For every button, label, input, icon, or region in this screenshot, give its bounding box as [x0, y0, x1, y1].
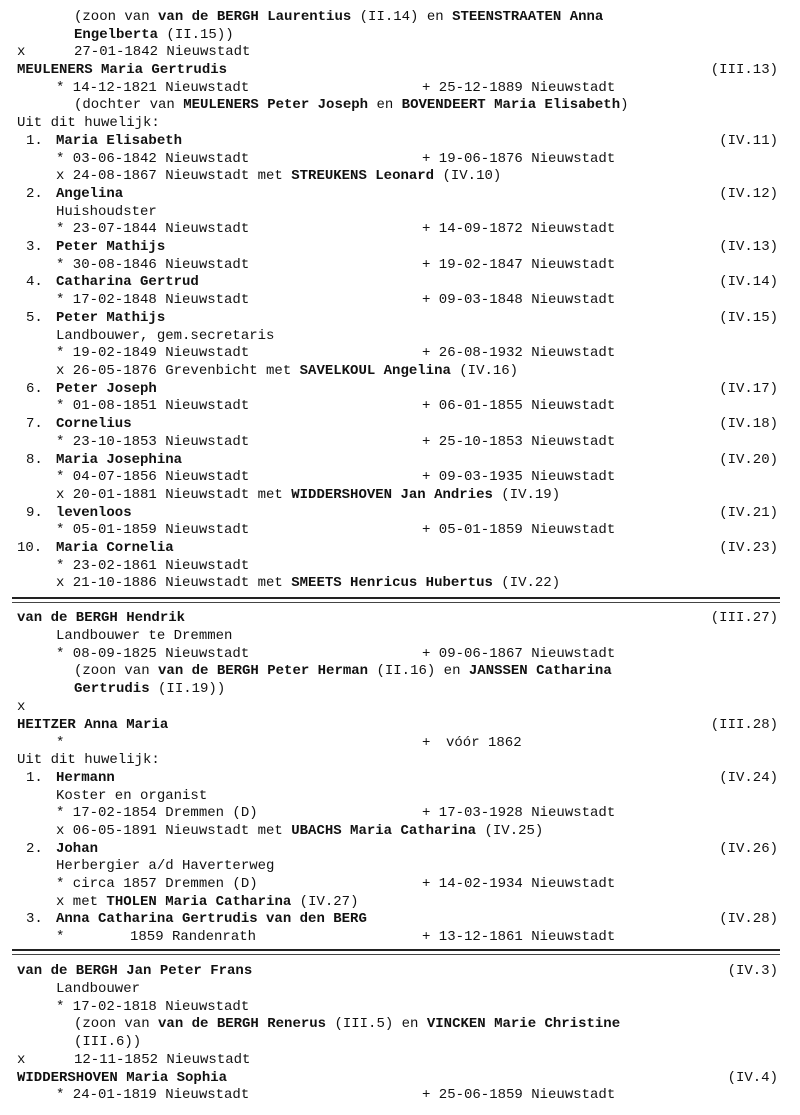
child-marriage — [0, 167, 800, 185]
birth: * 01-08-1851 Nieuwstadt — [56, 398, 250, 414]
birth: * 17-02-1818 Nieuwstadt — [56, 999, 250, 1015]
husband-parents-line — [0, 1015, 800, 1033]
death: + 26-08-1932 Nieuwstadt — [422, 345, 616, 361]
child-ref: (IV.20) — [719, 452, 778, 468]
husband-vitals — [0, 998, 800, 1016]
birth: * 17-02-1848 Nieuwstadt — [56, 292, 250, 308]
child-name: Peter Joseph — [56, 381, 157, 397]
wife-line — [0, 1069, 800, 1087]
birth: * 23-07-1844 Nieuwstadt — [56, 221, 250, 237]
birth: * 23-10-1853 Nieuwstadt — [56, 434, 250, 450]
child-vitals — [0, 256, 800, 274]
child-occupation — [0, 857, 800, 875]
text: (IV.25) — [476, 823, 544, 839]
text: (zoon van — [74, 1016, 159, 1032]
occupation: Koster en organist — [56, 788, 208, 804]
husband-parents-line-cont — [0, 680, 800, 698]
spouse-name: THOLEN Maria Catharina — [106, 894, 292, 910]
child-name: Maria Josephina — [56, 452, 183, 468]
wife-line — [0, 716, 800, 734]
child-ref: (IV.24) — [719, 770, 778, 786]
spouse-name: SMEETS Henricus Hubertus — [291, 575, 493, 591]
text: (II.16) en — [368, 663, 469, 679]
child-number: 5. — [26, 310, 43, 326]
spouse-name: SAVELKOUL Angelina — [299, 363, 451, 379]
wife-name: HEITZER Anna Maria — [17, 717, 169, 733]
child-ref: (IV.15) — [719, 310, 778, 326]
marriage-symbol: x — [17, 44, 26, 60]
death: + 14-09-1872 Nieuwstadt — [422, 221, 616, 237]
children-label — [0, 114, 800, 132]
wife-vitals — [0, 734, 800, 752]
death: vóór 1862 — [446, 735, 522, 751]
death: + 17-03-1928 Nieuwstadt — [422, 805, 616, 821]
husband-line — [0, 962, 800, 980]
wife-name: MEULENERS Maria Gertrudis — [17, 62, 228, 78]
death: + 09-03-1848 Nieuwstadt — [422, 292, 616, 308]
wife-line — [0, 61, 800, 79]
birth: * circa 1857 Dremmen (D) — [56, 876, 258, 892]
child-vitals — [0, 397, 800, 415]
child-row — [0, 415, 800, 433]
child-name: Hermann — [56, 770, 115, 786]
wife-name: WIDDERSHOVEN Maria Sophia — [17, 1070, 228, 1086]
child-number: 2. — [26, 841, 43, 857]
death: + 25-10-1853 Nieuwstadt — [422, 434, 616, 450]
birth: * 17-02-1854 Dremmen (D) — [56, 805, 258, 821]
death: + 19-02-1847 Nieuwstadt — [422, 257, 616, 273]
birth: * 05-01-1859 Nieuwstadt — [56, 522, 250, 538]
text: x 20-01-1881 Nieuwstadt met — [56, 487, 292, 503]
occupation: Landbouwer, gem.secretaris — [56, 328, 275, 344]
child-name: Johan — [56, 841, 99, 857]
marriage-line — [0, 43, 800, 61]
text: x 06-05-1891 Nieuwstadt met — [56, 823, 292, 839]
child-number: 4. — [26, 274, 43, 290]
text: (II.15)) — [158, 27, 234, 43]
child-vitals — [0, 804, 800, 822]
child-ref: (IV.26) — [719, 841, 778, 857]
child-number: 9. — [26, 505, 43, 521]
birth: * 23-02-1861 Nieuwstadt — [56, 558, 250, 574]
birth: * — [56, 735, 65, 751]
child-row — [0, 504, 800, 522]
child-name: Peter Mathijs — [56, 310, 166, 326]
child-marriage — [0, 893, 800, 911]
text: (IV.27) — [291, 894, 359, 910]
text: (IV.10) — [434, 168, 502, 184]
husband-parents-line-cont — [0, 1033, 800, 1051]
child-number: 1. — [26, 133, 43, 149]
wife-vitals — [0, 1086, 800, 1104]
child-ref: (IV.17) — [719, 381, 778, 397]
birth: * 04-07-1856 Nieuwstadt — [56, 469, 250, 485]
child-vitals — [0, 928, 800, 946]
death: + 14-02-1934 Nieuwstadt — [422, 876, 616, 892]
child-row — [0, 769, 800, 787]
husband-occupation — [0, 980, 800, 998]
text: en — [368, 97, 402, 113]
child-ref: (IV.18) — [719, 416, 778, 432]
child-number: 3. — [26, 239, 43, 255]
death: + 09-03-1935 Nieuwstadt — [422, 469, 616, 485]
child-row — [0, 451, 800, 469]
uit-label: Uit dit huwelijk: — [17, 752, 160, 768]
text: (zoon van — [74, 663, 159, 679]
text: (IV.16) — [450, 363, 519, 379]
wife-vitals — [0, 79, 800, 97]
person-name: Engelberta — [74, 27, 159, 43]
uit-label: Uit dit huwelijk: — [17, 115, 160, 131]
text: (II.19)) — [149, 681, 226, 697]
death: + 25-06-1859 Nieuwstadt — [422, 1087, 616, 1103]
birth-symbol: * — [56, 929, 65, 945]
child-vitals — [0, 433, 800, 451]
marriage-symbol: x — [17, 1052, 26, 1068]
occupation: Landbouwer te Dremmen — [56, 628, 233, 644]
text: (III.6)) — [74, 1034, 142, 1050]
death-symbol: + — [422, 735, 431, 751]
child-ref: (IV.21) — [719, 505, 778, 521]
child-ref: (IV.11) — [719, 133, 778, 149]
child-name: Maria Cornelia — [56, 540, 174, 556]
child-name: Anna Catharina Gertrudis van den BERG — [56, 911, 367, 927]
text: x met — [56, 894, 107, 910]
birth: * 03-06-1842 Nieuwstadt — [56, 151, 250, 167]
person-name: Gertrudis — [74, 681, 150, 697]
child-marriage — [0, 822, 800, 840]
child-ref: (IV.12) — [719, 186, 778, 202]
death: + 06-01-1855 Nieuwstadt — [422, 398, 616, 414]
child-marriage — [0, 574, 800, 592]
husband-vitals — [0, 645, 800, 663]
child-number: 1. — [26, 770, 43, 786]
occupation: Herbergier a/d Haverterweg — [56, 858, 275, 874]
text: x 21-10-1886 Nieuwstadt met — [56, 575, 292, 591]
child-row — [0, 132, 800, 150]
child-ref: (IV.23) — [719, 540, 778, 556]
child-row — [0, 539, 800, 557]
child-row — [0, 840, 800, 858]
child-name: Catharina Gertrud — [56, 274, 199, 290]
text: (zoon van — [74, 9, 159, 25]
death: + 19-06-1876 Nieuwstadt — [422, 151, 616, 167]
child-vitals — [0, 468, 800, 486]
child-occupation — [0, 203, 800, 221]
marriage-date: 12-11-1852 Nieuwstadt — [74, 1052, 251, 1068]
spouse-name: STREUKENS Leonard — [291, 168, 435, 184]
child-row — [0, 273, 800, 291]
text: x 24-08-1867 Nieuwstadt met — [56, 168, 292, 184]
child-marriage — [0, 362, 800, 380]
child-name: levenloos — [56, 505, 132, 521]
child-row — [0, 380, 800, 398]
child-vitals — [0, 344, 800, 362]
child-row — [0, 309, 800, 327]
spouse-name: UBACHS Maria Catharina — [291, 823, 477, 839]
section-divider — [12, 949, 780, 955]
father-parents-line — [0, 8, 800, 26]
occupation: Huishoudster — [56, 204, 157, 220]
husband-occupation — [0, 627, 800, 645]
marriage-date: 27-01-1842 Nieuwstadt — [74, 44, 251, 60]
father-parents-line-cont — [0, 26, 800, 44]
birth: * 08-09-1825 Nieuwstadt — [56, 646, 250, 662]
text: (II.14) en — [351, 9, 453, 25]
husband-parents-line — [0, 662, 800, 680]
death: + 25-12-1889 Nieuwstadt — [422, 80, 616, 96]
child-number: 10. — [17, 540, 43, 556]
wife-ref: (IV.4) — [727, 1070, 778, 1086]
person-name: MEULENERS Peter Joseph — [183, 97, 369, 113]
child-number: 7. — [26, 416, 43, 432]
children-label — [0, 751, 800, 769]
wife-parents-line — [0, 96, 800, 114]
husband-ref: (IV.3) — [727, 963, 778, 979]
death: + 13-12-1861 Nieuwstadt — [422, 929, 616, 945]
child-row — [0, 910, 800, 928]
husband-name: van de BERGH Hendrik — [17, 610, 186, 626]
birth: * 19-02-1849 Nieuwstadt — [56, 345, 250, 361]
death: + 05-01-1859 Nieuwstadt — [422, 522, 616, 538]
child-number: 6. — [26, 381, 43, 397]
birth: * 30-08-1846 Nieuwstadt — [56, 257, 250, 273]
wife-ref: (III.28) — [710, 717, 778, 733]
child-vitals — [0, 875, 800, 893]
child-name: Peter Mathijs — [56, 239, 166, 255]
death: + 09-06-1867 Nieuwstadt — [422, 646, 616, 662]
child-vitals — [0, 557, 800, 575]
text: ) — [620, 97, 629, 113]
child-ref: (IV.14) — [719, 274, 778, 290]
marriage-line — [0, 1051, 800, 1069]
child-vitals — [0, 521, 800, 539]
child-number: 3. — [26, 911, 43, 927]
child-ref: (IV.28) — [719, 911, 778, 927]
child-vitals — [0, 220, 800, 238]
child-marriage — [0, 486, 800, 504]
person-name: van de BERGH Renerus — [158, 1016, 327, 1032]
person-name: van de BERGH Laurentius — [158, 9, 352, 25]
person-name: VINCKEN Marie Christine — [426, 1016, 621, 1032]
birth: 1859 Randenrath — [130, 929, 257, 945]
person-name: STEENSTRAATEN Anna — [452, 9, 604, 25]
person-name: BOVENDEERT Maria Elisabeth — [401, 97, 621, 113]
wife-ref: (III.13) — [710, 62, 778, 78]
husband-ref: (III.27) — [710, 610, 778, 626]
text: (IV.22) — [492, 575, 561, 591]
child-occupation — [0, 327, 800, 345]
child-name: Maria Elisabeth — [56, 133, 183, 149]
person-name: van de BERGH Peter Herman — [158, 663, 369, 679]
person-name: JANSSEN Catharina — [468, 663, 612, 679]
section-divider — [12, 597, 780, 603]
birth: * 24-01-1819 Nieuwstadt — [56, 1087, 250, 1103]
child-vitals — [0, 150, 800, 168]
child-vitals — [0, 291, 800, 309]
text: (III.5) en — [326, 1016, 427, 1032]
child-number: 2. — [26, 186, 43, 202]
birth: * 14-12-1821 Nieuwstadt — [56, 80, 250, 96]
text: (dochter van — [74, 97, 184, 113]
occupation: Landbouwer — [56, 981, 141, 997]
child-name: Cornelius — [56, 416, 132, 432]
marriage-symbol: x — [17, 699, 26, 715]
child-row — [0, 238, 800, 256]
husband-name: van de BERGH Jan Peter Frans — [17, 963, 253, 979]
text: (IV.19) — [492, 487, 561, 503]
spouse-name: WIDDERSHOVEN Jan Andries — [291, 487, 493, 503]
child-number: 8. — [26, 452, 43, 468]
marriage-line — [0, 698, 800, 716]
child-ref: (IV.13) — [719, 239, 778, 255]
child-name: Angelina — [56, 186, 124, 202]
husband-line — [0, 609, 800, 627]
child-row — [0, 185, 800, 203]
text: x 26-05-1876 Grevenbicht met — [56, 363, 300, 379]
child-occupation — [0, 787, 800, 805]
